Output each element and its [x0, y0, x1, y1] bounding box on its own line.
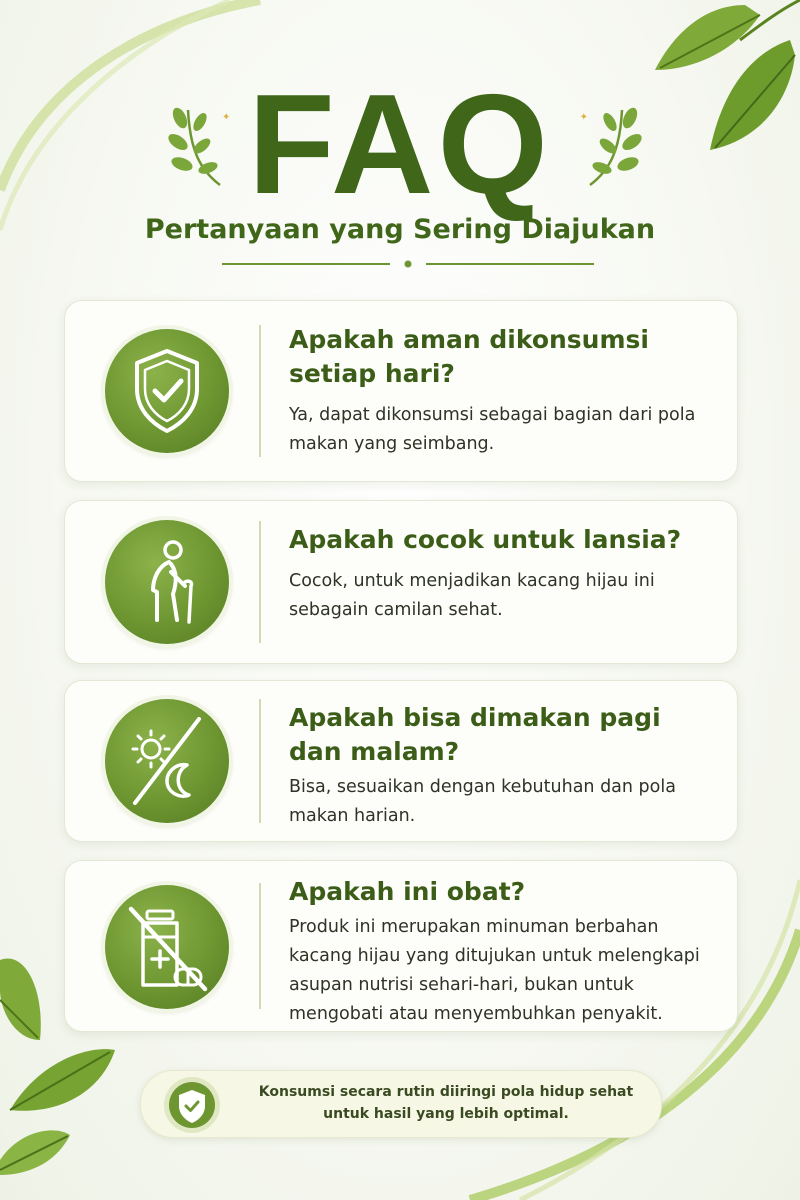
card-divider	[259, 521, 261, 643]
header	[0, 65, 800, 245]
faq-card	[64, 500, 738, 664]
shield-check-icon	[163, 1076, 221, 1134]
faq-answer: Ya, dapat dikonsumsi sebagai bagian dari pola makan yang seimbang.	[289, 405, 696, 454]
card-divider	[259, 699, 261, 823]
footer-note	[140, 1070, 662, 1138]
faq-card	[64, 300, 738, 482]
svg-text:✦: ✦	[222, 112, 230, 123]
faq-answer: Cocok, untuk menjadikan kacang hijau ini sebagain camilan sehat.	[289, 571, 655, 620]
faq-question: Apakah aman dikonsumsi setiap hari?	[289, 325, 649, 388]
faq-answer: Bisa, sesuaikan dengan kebutuhan dan pola makan harian.	[289, 777, 676, 826]
faq-question: Apakah cocok untuk lansia?	[289, 525, 682, 554]
faq-card	[64, 860, 738, 1032]
card-divider	[259, 325, 261, 457]
faq-question: Apakah bisa dimakan pagi dan malam?	[289, 703, 661, 766]
card-divider	[259, 883, 261, 1009]
shield-check-icon	[105, 329, 229, 453]
page-title: FAQ	[248, 65, 552, 224]
faq-card	[64, 680, 738, 842]
svg-text:✦: ✦	[580, 112, 588, 123]
sun-moon-icon	[105, 699, 229, 823]
no-medicine-icon	[105, 885, 229, 1009]
faq-answer: Produk ini merupakan minuman berbahan kacang hijau yang ditujukan untuk melengkapi asupan nutrisi sehari-hari, bukan untuk mengobati atau menyembuhkan penyakit.	[289, 917, 700, 1024]
footer-text: Konsumsi secara rutin diiringi pola hidup sehat untuk hasil yang lebih optimal.	[258, 1084, 634, 1122]
page-subtitle: Pertanyaan yang Sering Diajukan	[144, 214, 656, 245]
divider	[222, 258, 594, 270]
faq-question: Apakah ini obat?	[289, 877, 526, 906]
elderly-person-icon	[105, 520, 229, 644]
